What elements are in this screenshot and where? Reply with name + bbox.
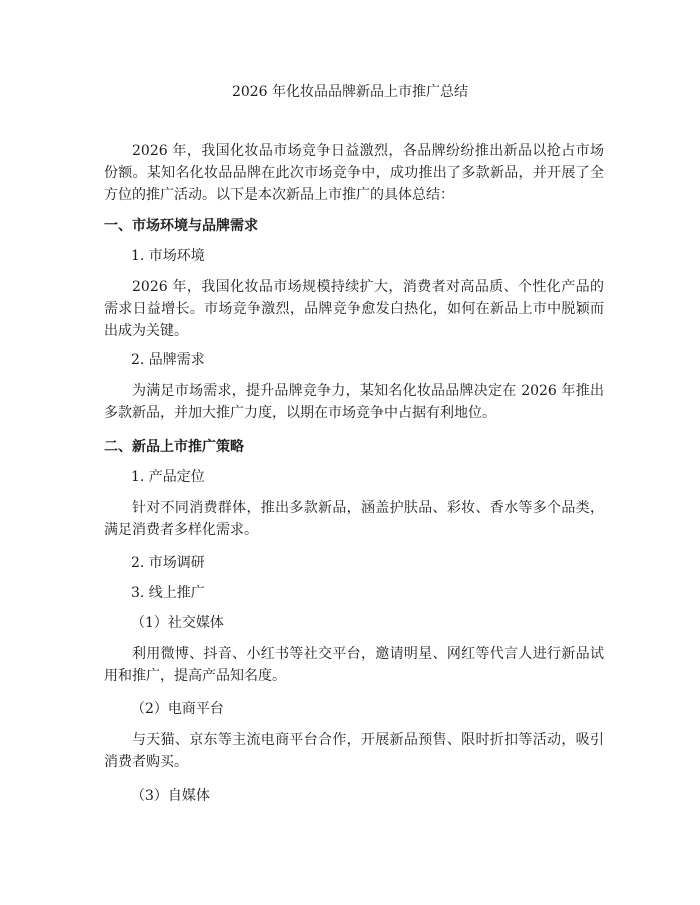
document-title: 2026 年化妆品品牌新品上市推广总结 (231, 84, 469, 100)
intro-paragraph: 2026 年，我国化妆品市场竞争日益激烈，各品牌纷纷推出新品以抢占市场份额。某知名化妆品品牌在此次市场竞争中，成功推出了多款新品，并开展了全方位的推广活动。以下是本次新品上市推广的具体总结： (104, 143, 604, 203)
section2-sub2-label: （2）电商平台 (131, 701, 224, 717)
section2-heading: 二、新品上市推广策略 (104, 439, 244, 455)
section1-item1-label: 1. 市场环境 (131, 248, 205, 264)
section2-sub2-paragraph: 与天猫、京东等主流电商平台合作，开展新品预售、限时折扣等活动，吸引消费者购买。 (104, 732, 604, 770)
section2-item2-label: 2. 市场调研 (131, 555, 205, 571)
section1-item2-paragraph: 为满足市场需求，提升品牌竞争力，某知名化妆品品牌决定在 2026 年推出多款新品，并加大推广力度，以期在市场竞争中占据有利地位。 (104, 383, 604, 421)
section2-sub3-label: （3）自媒体 (131, 788, 210, 804)
section2-item1-label: 1. 产品定位 (131, 469, 205, 485)
section1-heading: 一、市场环境与品牌需求 (104, 218, 258, 234)
section2-sub1-paragraph: 利用微博、抖音、小红书等社交平台，邀请明星、网红等代言人进行新品试用和推广，提高产品知名度。 (104, 646, 604, 684)
section1-item1-paragraph: 2026 年，我国化妆品市场规模持续扩大，消费者对高品质、个性化产品的需求日益增长。市场竞争激烈，品牌竞争愈发白热化，如何在新品上市中脱颖而出成为关键。 (104, 279, 604, 339)
section2-sub1-label: （1）社交媒体 (131, 615, 224, 631)
section1-item2-label: 2. 品牌需求 (131, 352, 205, 368)
section2-item3-label: 3. 线上推广 (131, 585, 205, 601)
section2-item1-paragraph: 针对不同消费群体，推出多款新品，涵盖护肤品、彩妆、香水等多个品类，满足消费者多样化需求。 (104, 500, 604, 538)
